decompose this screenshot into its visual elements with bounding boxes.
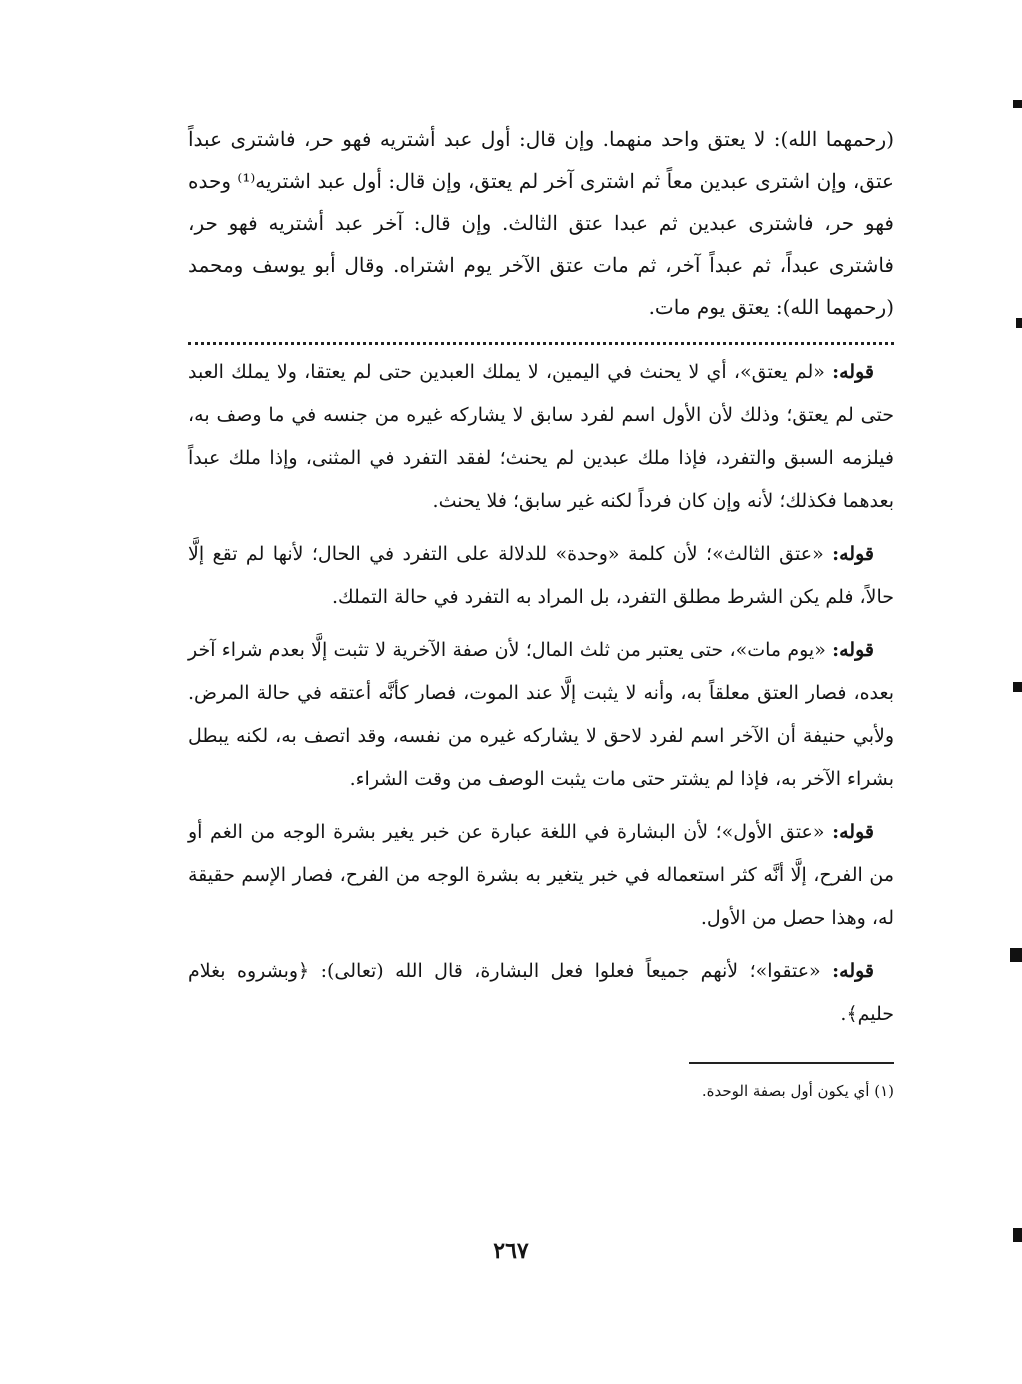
footnote: (١) أي يكون أول بصفة الوحدة.	[701, 1082, 894, 1100]
commentary-text: «عتق الثالث»؛ لأن كلمة «وحدة» للدلالة على التفرد في الحال؛ لأنها لم تقع إلَّا حالاً، فلم يكن الشرط مطلق التفرد، بل المراد به التفرد في حالة التملك.	[188, 543, 894, 608]
commentary-paragraph	[188, 629, 894, 801]
commentary-lead: قوله:	[832, 361, 874, 383]
commentary-paragraph	[188, 533, 894, 619]
page-body	[188, 118, 894, 1104]
commentary-lead: قوله:	[832, 543, 874, 565]
commentary-lead: قوله:	[832, 960, 875, 982]
dotted-separator	[188, 342, 894, 345]
scan-edge-mark	[1013, 1228, 1022, 1242]
main-text: (رحمهما الله): لا يعتق واحد منهما. وإن قال: أول عبد أشتريه فهو حر، فاشترى عبداً عتق، وإن اشترى عبدين معاً ثم اشترى آخر لم يعتق، وإن قال: أول عبد اشتريه⁽¹⁾ وحده فهو حر، فاشترى عبدين ثم عبدا عتق الثالث. وإن قال: آخر عبد أشتريه فهو حر، فاشترى عبداً، ثم عبداً آخر، ثم مات عتق الآخر يوم اشتراه. وقال أبو يوسف ومحمد (رحمهما الله): يعتق يوم مات.	[188, 127, 894, 319]
commentary-lead: قوله:	[832, 821, 874, 843]
footnote-rule	[689, 1062, 894, 1064]
scan-edge-mark	[1013, 682, 1022, 692]
commentary-text: «لم يعتق»، أي لا يحنث في اليمين، لا يملك العبدين حتى لم يعتقا، ولا يملك العبد حتى لم يعتق؛ وذلك لأن الأول اسم لفرد سابق لا يشاركه غيره من جنسه في ما وصف به، فيلزمه السبق والتفرد، فإذا ملك عبدين لم يحنث؛ لفقد التفرد في المثنى، وإذا ملك عبداً بعدهما فكذلك؛ لأنه وإن كان فرداً لكنه غير سابق؛ فلا يحنث.	[188, 361, 894, 512]
commentary-text: «عتقوا»؛ لأنهم جميعاً فعلوا فعل البشارة، قال الله (تعالى): ﴿وبشروه بغلام حليم﴾.	[188, 960, 894, 1025]
commentary-text: «عتق الأول»؛ لأن البشارة في اللغة عبارة عن خبر يغير بشرة الوجه من الغم أو من الفرح، إلَّا أنَّه كثر استعماله في خبر يتغير به بشرة الوجه من الفرح، فصار الإسم حقيقة له، وهذا حصل من الأول.	[188, 821, 894, 929]
commentary-lead: قوله:	[832, 639, 874, 661]
commentary-text: «يوم مات»، حتى يعتبر من ثلث المال؛ لأن صفة الآخرية لا تثبت إلَّا بعدم شراء آخر بعده، فصار العتق معلقاً به، وأنه لا يثبت إلَّا عند الموت، فصار كأنَّه أعتقه في حالة المرض. ولأبي حنيفة أن الآخر اسم لفرد لاحق لا يشاركه غيره من نفسه، وقد اتصف به، لكنه يبطل بشراء الآخر به، فإذا لم يشتر حتى مات يثبت الوصف من وقت الشراء.	[188, 639, 894, 790]
commentary-paragraph	[188, 811, 894, 940]
scan-edge-mark	[1010, 948, 1022, 962]
commentary-paragraph	[188, 351, 894, 523]
commentary	[188, 351, 894, 1036]
scan-edge-mark	[1013, 100, 1022, 108]
commentary-paragraph	[188, 950, 894, 1036]
page-number: ٢٦٧	[493, 1238, 529, 1264]
scan-edge-mark	[1016, 318, 1022, 328]
